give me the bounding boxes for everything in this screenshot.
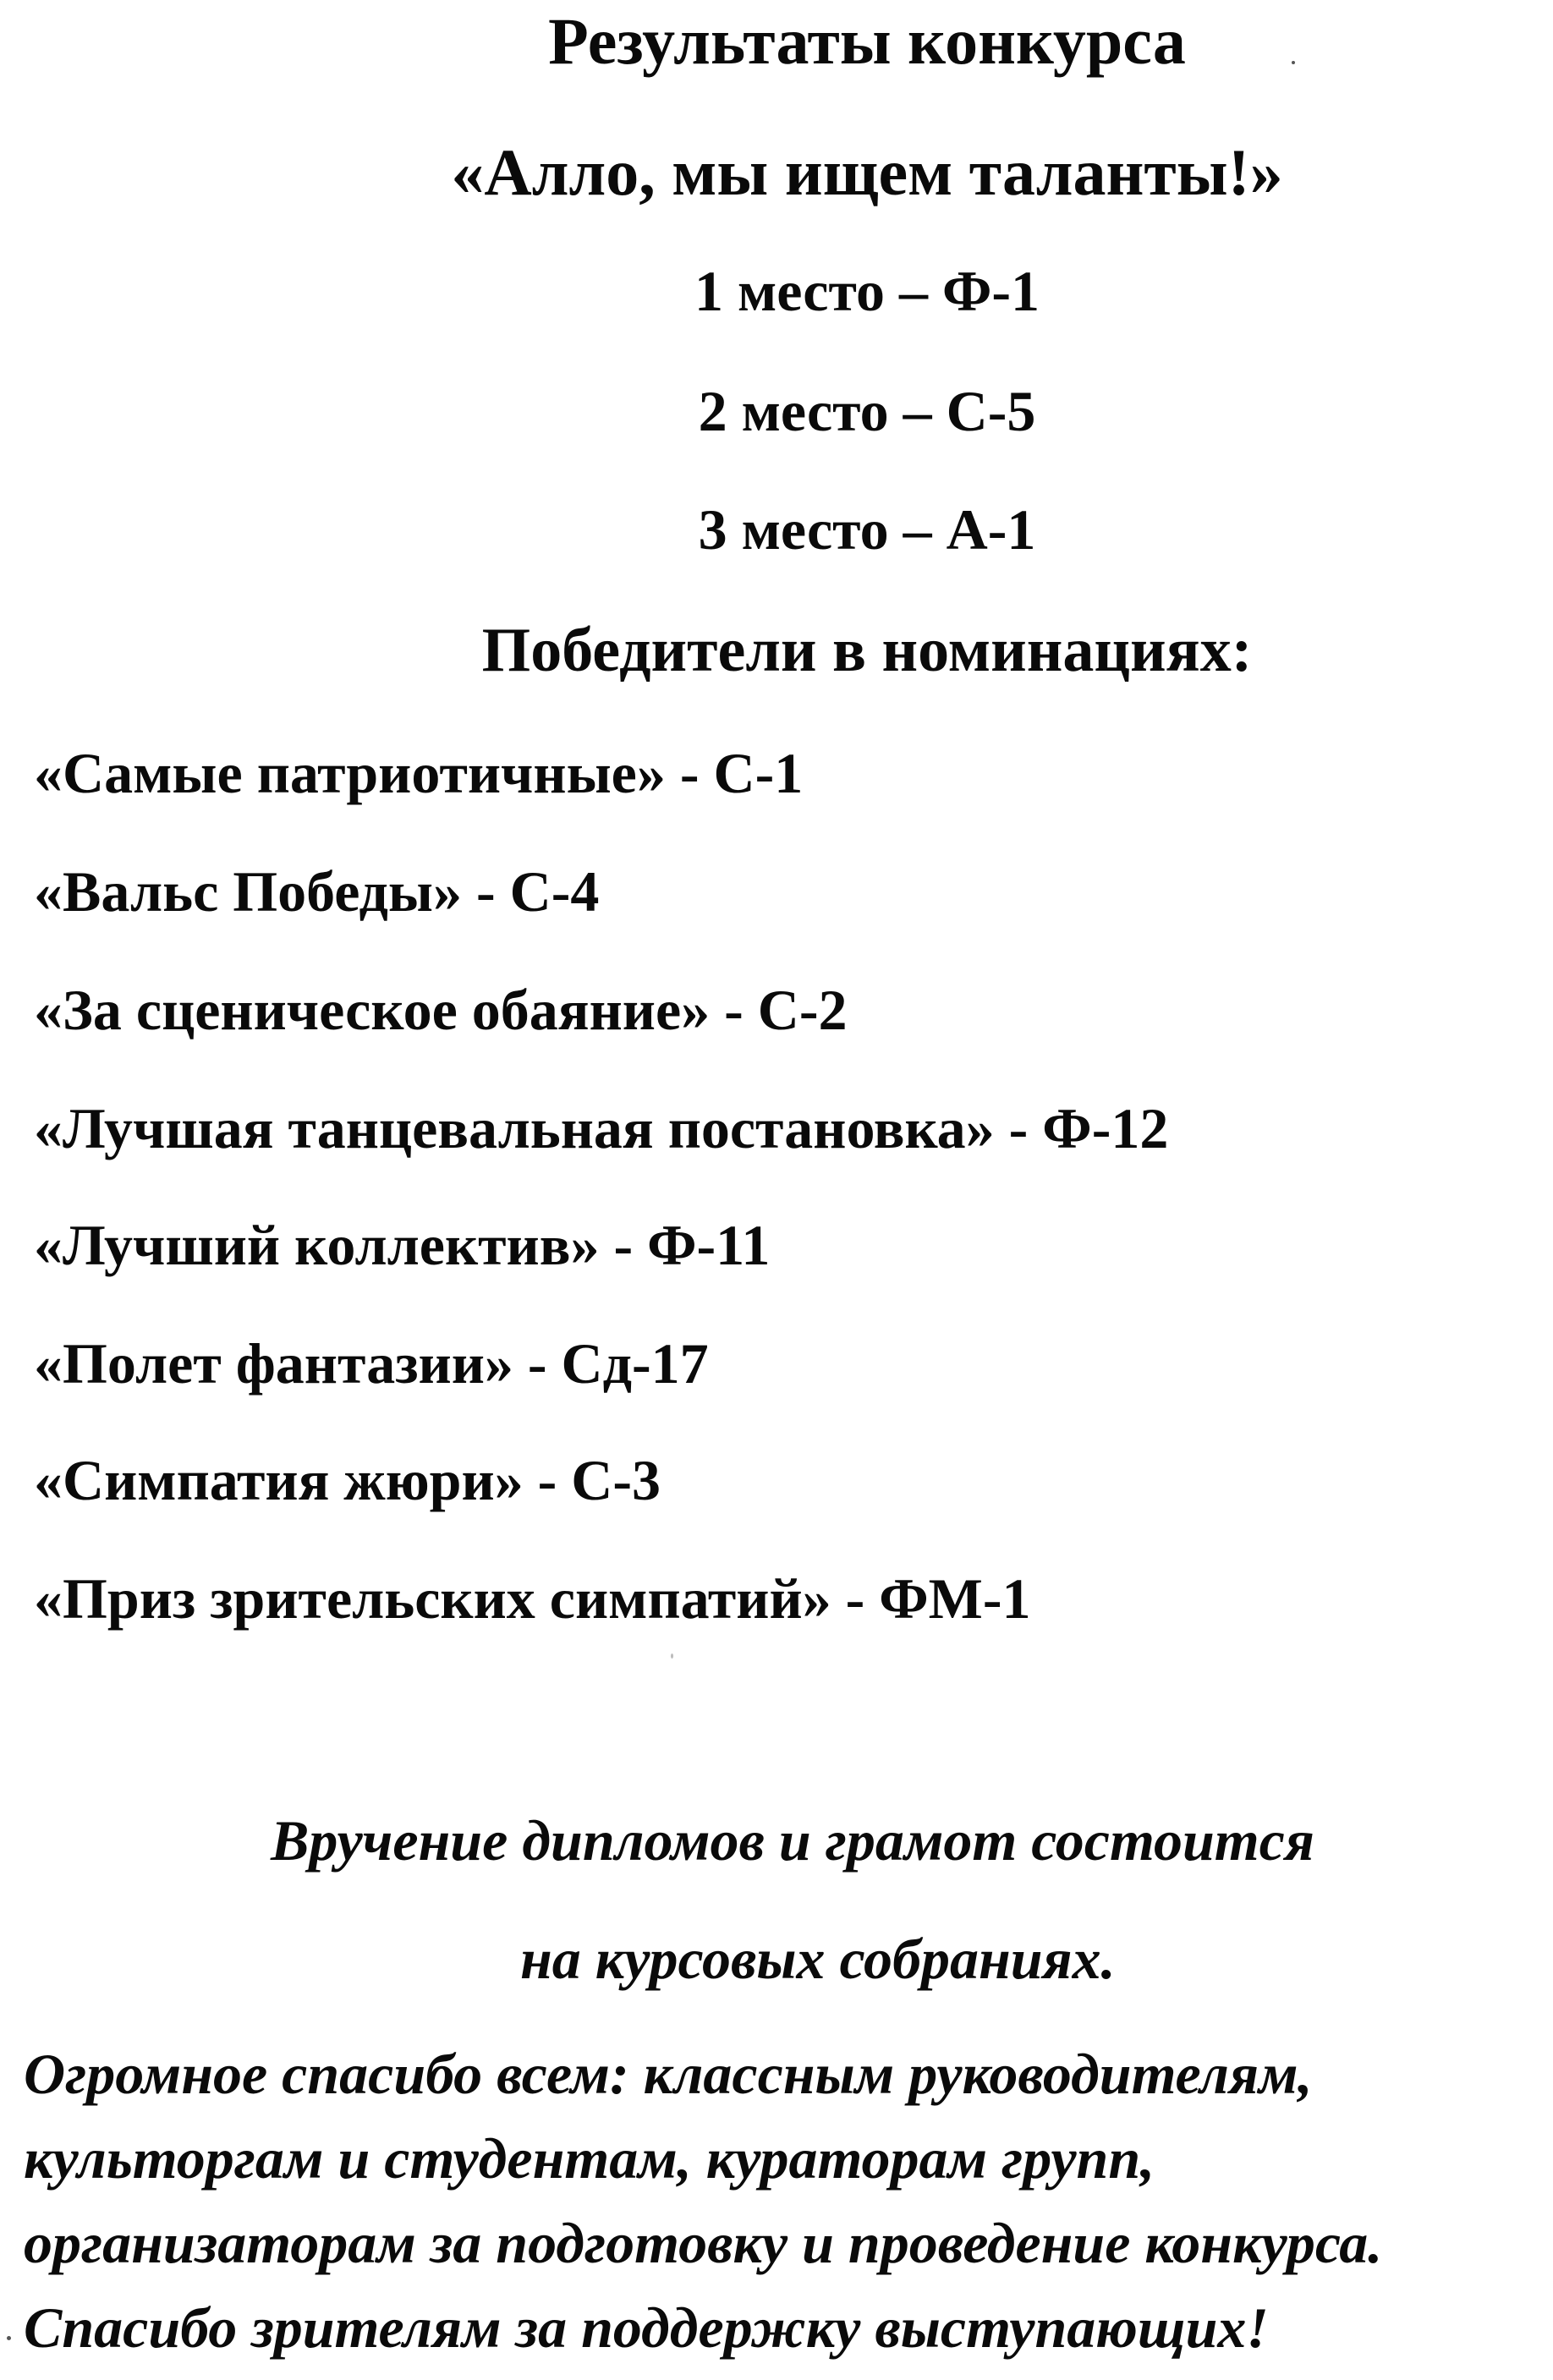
place-2: 2 место – С-5 — [698, 379, 1036, 443]
nomination-item: «Самые патриотичные» - С-1 — [34, 741, 804, 805]
thanks-line: Огромное спасибо всем: классным руководителям, — [24, 2042, 1313, 2106]
nomination-item: «Вальс Победы» - С-4 — [34, 859, 600, 924]
place-3: 3 место – А-1 — [698, 497, 1036, 562]
awards-note-line1: Вручение дипломов и грамот состоится — [271, 1808, 1314, 1873]
thanks-line: Спасибо зрителям за поддержку выступающих! — [24, 2295, 1269, 2360]
nomination-item: «За сценическое обаяние» - С-2 — [34, 978, 848, 1042]
thanks-line: организаторам за подготовку и проведение конкурса. — [24, 2211, 1383, 2275]
place-1: 1 место – Ф-1 — [694, 259, 1040, 323]
contest-name: «Алло, мы ищем таланты!» — [451, 135, 1283, 209]
nominations-heading: Победители в номинациях: — [481, 616, 1253, 685]
nomination-item: «Симпатия жюри» - С-3 — [34, 1448, 661, 1512]
document-title: Результаты конкурса — [548, 4, 1186, 78]
nomination-item: «Лучшая танцевальная постановка» - Ф-12 — [34, 1096, 1169, 1160]
nomination-item: «Приз зрительских симпатий» - ФМ-1 — [34, 1566, 1031, 1631]
scan-speck — [1292, 61, 1295, 64]
scan-speck — [671, 1653, 673, 1659]
awards-note-line2: на курсовых собраниях. — [520, 1927, 1116, 1991]
scan-speck — [7, 2336, 11, 2340]
nomination-item: «Лучший коллектив» - Ф-11 — [34, 1213, 771, 1277]
nomination-item: «Полет фантазии» - Сд-17 — [34, 1331, 709, 1396]
thanks-line: культоргам и студентам, кураторам групп, — [24, 2126, 1155, 2191]
